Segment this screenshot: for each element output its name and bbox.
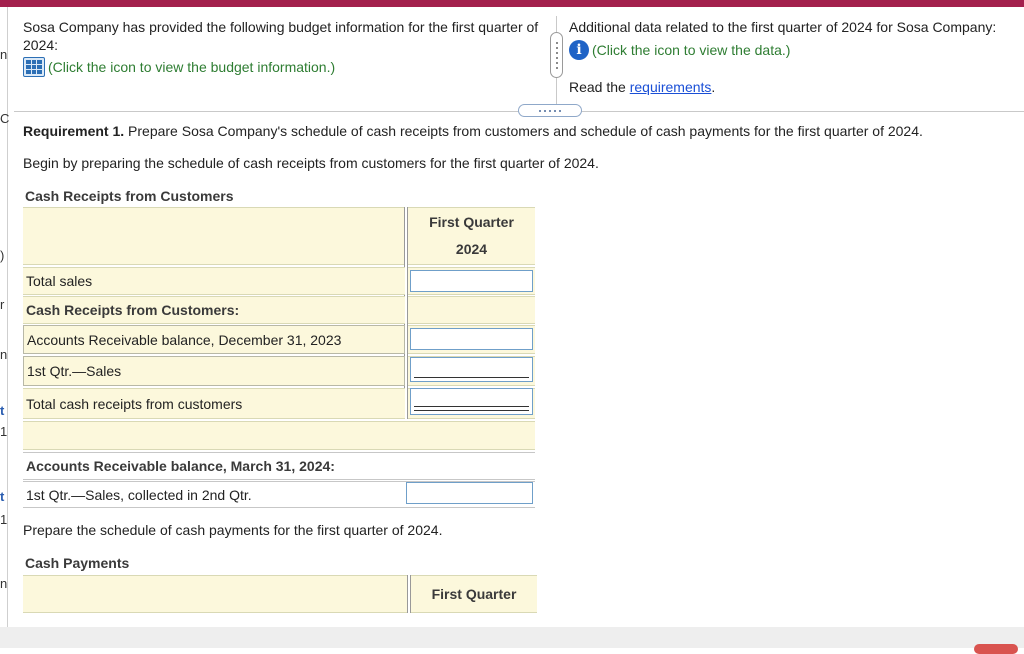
- edge-fragment: n: [0, 576, 8, 591]
- value-cell: [408, 296, 535, 324]
- edge-fragment: t: [0, 403, 5, 418]
- edge-fragment: 1: [0, 424, 8, 439]
- column-header: [408, 207, 535, 265]
- row-section-heading: [23, 296, 405, 324]
- row-ar-march: [23, 452, 535, 480]
- requirement-text: [23, 122, 1023, 140]
- row-label: Cash Receipts from Customers:: [26, 302, 240, 318]
- budget-info-pane: [23, 18, 543, 77]
- additional-data-intro: Additional data related to the first quarter of 2024 for Sosa Company:: [569, 19, 997, 35]
- additional-data-pane: [569, 18, 1019, 96]
- row-label: Total sales: [26, 273, 93, 289]
- row-ar-december[interactable]: [23, 325, 405, 354]
- row-label: 1st Qtr.—Sales, collected in 2nd Qtr.: [26, 486, 252, 503]
- period-text: .: [711, 79, 716, 95]
- edge-fragment: n: [0, 47, 8, 62]
- brand-top-bar: [0, 0, 1024, 7]
- row-total-cash-receipts: [23, 388, 405, 419]
- edge-fragment: 1: [0, 512, 8, 527]
- budget-intro-text: Sosa Company has provided the following budget information for the first quarter of 2024:: [23, 19, 539, 53]
- edge-fragment: C: [0, 111, 10, 126]
- read-requirements-line: [569, 78, 1019, 96]
- column-header: [411, 575, 537, 613]
- header-label-cell: [23, 575, 408, 613]
- action-button-edge[interactable]: [974, 644, 1018, 654]
- payments-table-title: Cash Payments: [25, 555, 130, 571]
- spacer-row: [23, 421, 535, 450]
- column-header-year: 2024: [455, 241, 488, 257]
- row-q1-sales[interactable]: [23, 356, 405, 386]
- row-total-sales: [23, 267, 405, 295]
- total-cash-receipts-input[interactable]: [410, 388, 533, 415]
- header-label-cell: [23, 207, 405, 265]
- payments-instruction: Prepare the schedule of cash payments for the first quarter of 2024.: [23, 522, 443, 538]
- info-icon[interactable]: i: [569, 40, 589, 60]
- bottom-toolbar: [0, 627, 1024, 648]
- additional-data-link-row[interactable]: [569, 40, 1019, 60]
- additional-data-link[interactable]: (Click the icon to view the data.): [592, 42, 791, 58]
- edge-fragment: ): [0, 248, 5, 263]
- row-label: Total cash receipts from customers: [26, 395, 243, 412]
- row-label: Accounts Receivable balance, December 31, 2023: [27, 331, 342, 348]
- column-header-quarter: First Quarter: [431, 586, 517, 602]
- vertical-resize-handle[interactable]: [550, 32, 563, 78]
- q1-collected-input[interactable]: [406, 482, 533, 504]
- read-the-text: Read the: [569, 79, 626, 95]
- edge-fragment: n: [0, 347, 8, 362]
- requirement-description: Prepare Sosa Company's schedule of cash receipts from customers and schedule of cash payments for the first quarter of 2024.: [124, 123, 923, 139]
- row-label: 1st Qtr.—Sales: [27, 363, 122, 379]
- total-sales-input[interactable]: [410, 270, 533, 292]
- table-icon[interactable]: [23, 57, 45, 77]
- previous-panel-edge: [0, 7, 8, 627]
- ar-december-input[interactable]: [410, 328, 533, 350]
- horizontal-resize-handle[interactable]: [518, 104, 582, 117]
- budget-info-link-row[interactable]: [23, 57, 543, 77]
- requirement-label: Requirement 1.: [23, 123, 125, 139]
- column-header-quarter: First Quarter: [429, 214, 514, 230]
- requirements-link[interactable]: requirements: [629, 79, 712, 95]
- row-label: Accounts Receivable balance, March 31, 2024:: [26, 458, 335, 474]
- receipts-table-title: Cash Receipts from Customers: [25, 188, 234, 204]
- budget-info-link[interactable]: (Click the icon to view the budget information.): [48, 59, 336, 75]
- begin-instruction: Begin by preparing the schedule of cash receipts from customers for the first quarter of 2024.: [23, 155, 599, 171]
- edge-fragment: r: [0, 297, 5, 312]
- q1-sales-input[interactable]: [410, 357, 533, 382]
- edge-fragment: t: [0, 489, 5, 504]
